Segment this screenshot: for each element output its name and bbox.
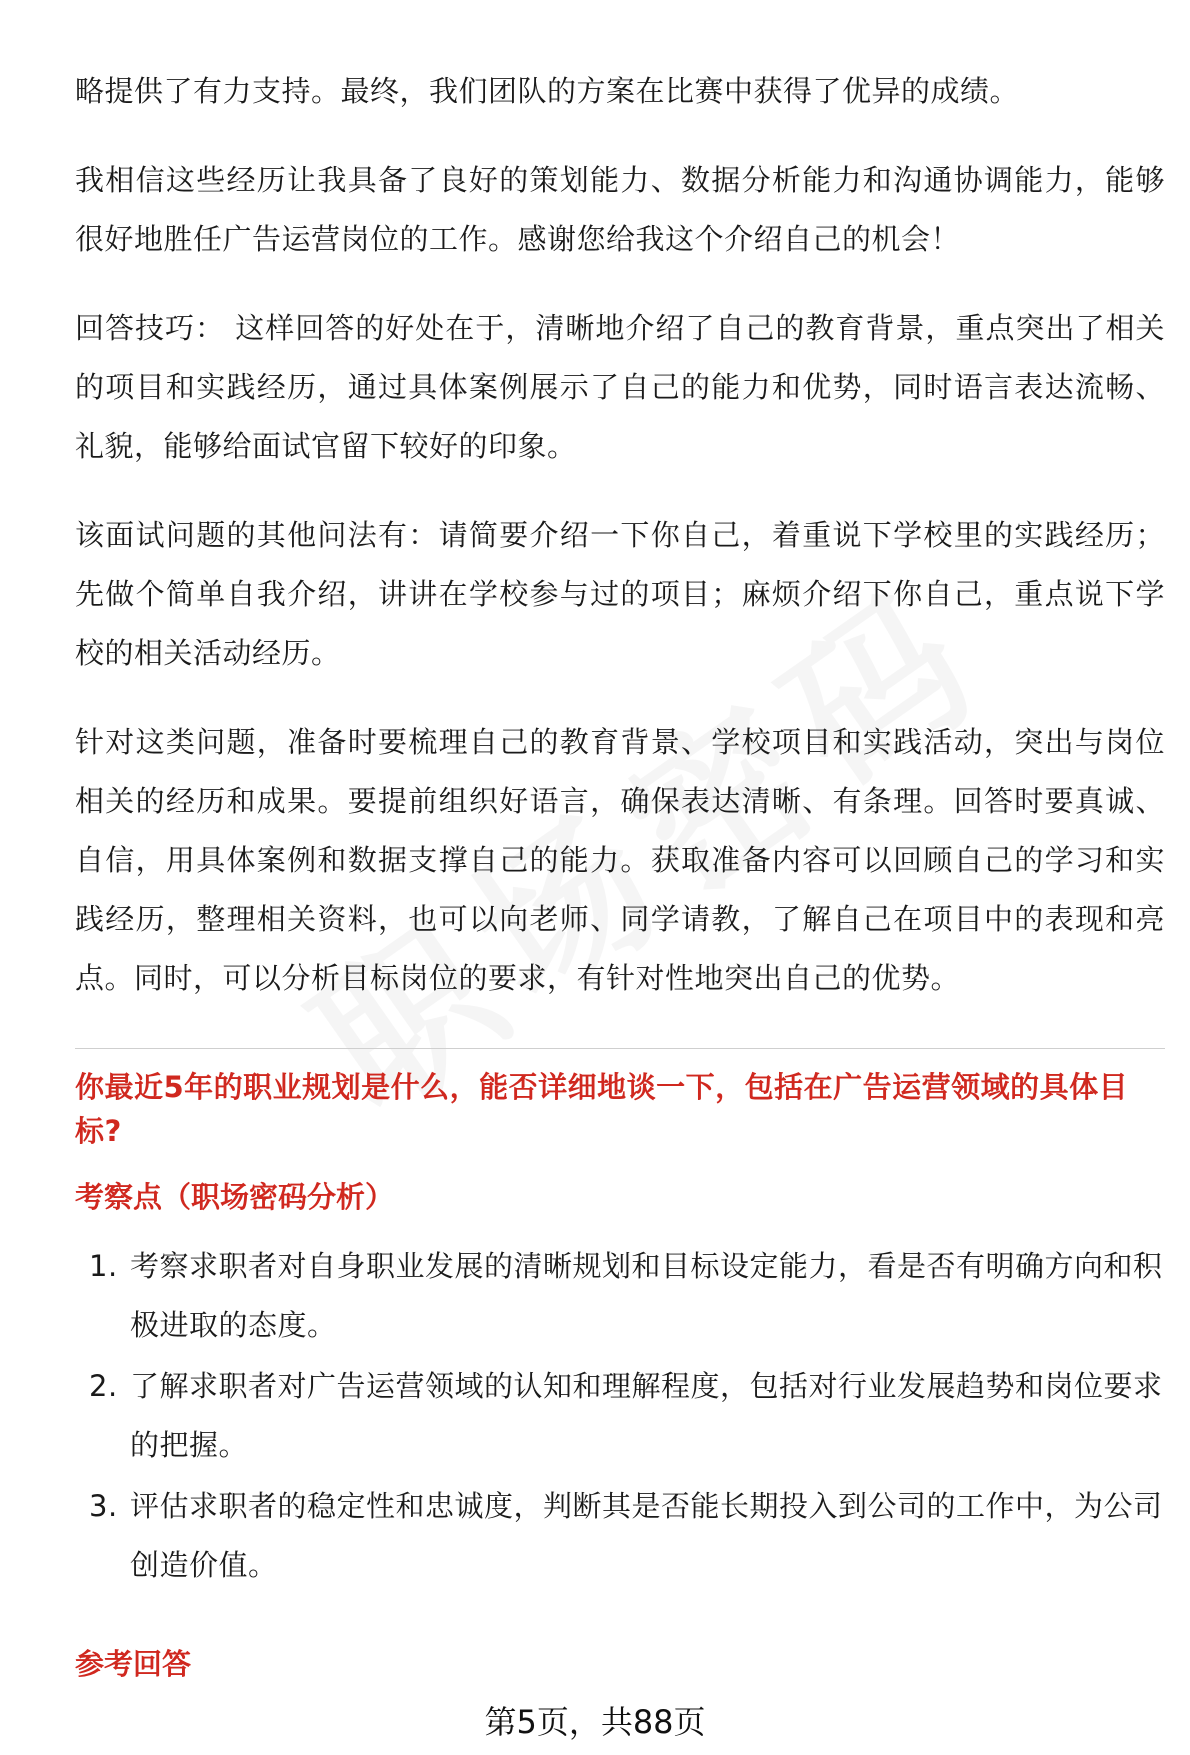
list-item-text: 评估求职者的稳定性和忠诚度，判断其是否能长期投入到公司的工作中，为公司创造价值。 <box>130 1489 1163 1582</box>
section-title: 考察点（职场密码分析） <box>75 1180 395 1214</box>
section-divider <box>75 1048 1165 1049</box>
list-number: 1. <box>89 1249 118 1283</box>
assessment-list <box>75 1237 1165 1595</box>
list-number: 2. <box>89 1369 118 1403</box>
list-item <box>75 1477 1165 1595</box>
page-footer: 第5页，共88页 <box>484 1703 706 1741</box>
list-item-text: 了解求职者对广告运营领域的认知和理解程度，包括对行业发展趋势和岗位要求的把握。 <box>130 1369 1163 1462</box>
question-heading: 你最近5年的职业规划是什么，能否详细地谈一下，包括在广告运营领域的具体目标? <box>75 1070 1129 1148</box>
paragraph: 该面试问题的其他问法有：请简要介绍一下你自己，着重说下学校里的实践经历；先做个简单自我介绍，讲讲在学校参与过的项目；麻烦介绍下你自己，重点说下学校的相关活动经历。 <box>75 518 1165 670</box>
list-item-text: 考察求职者对自身职业发展的清晰规划和目标设定能力，看是否有明确方向和积极进取的态度。 <box>130 1249 1163 1342</box>
reference-answer-title: 参考回答 <box>75 1647 192 1681</box>
paragraph: 略提供了有力支持。最终，我们团队的方案在比赛中获得了优异的成绩。 <box>75 74 1020 108</box>
list-item <box>75 1357 1165 1475</box>
paragraph: 针对这类问题，准备时要梳理自己的教育背景、学校项目和实践活动，突出与岗位相关的经历和成果。要提前组织好语言，确保表达清晰、有条理。回答时要真诚、自信，用具体案例和数据支撑自己的能力。获取准备内容可以回顾自己的学习和实践经历，整理相关资料，也可以向老师、同学请教，了解自己在项目中的表现和亮点。同时，可以分析目标岗位的要求，有针对性地突出自己的优势。 <box>75 725 1165 995</box>
content <box>75 62 1165 1597</box>
list-number: 3. <box>89 1489 118 1523</box>
list-item <box>75 1237 1165 1355</box>
paragraph: 我相信这些经历让我具备了良好的策划能力、数据分析能力和沟通协调能力，能够很好地胜任广告运营岗位的工作。感谢您给我这个介绍自己的机会！ <box>75 163 1165 256</box>
paragraph: 回答技巧： 这样回答的好处在于，清晰地介绍了自己的教育背景，重点突出了相关的项目和实践经历，通过具体案例展示了自己的能力和优势，同时语言表达流畅、礼貌，能够给面试官留下较好的印象。 <box>75 311 1165 463</box>
